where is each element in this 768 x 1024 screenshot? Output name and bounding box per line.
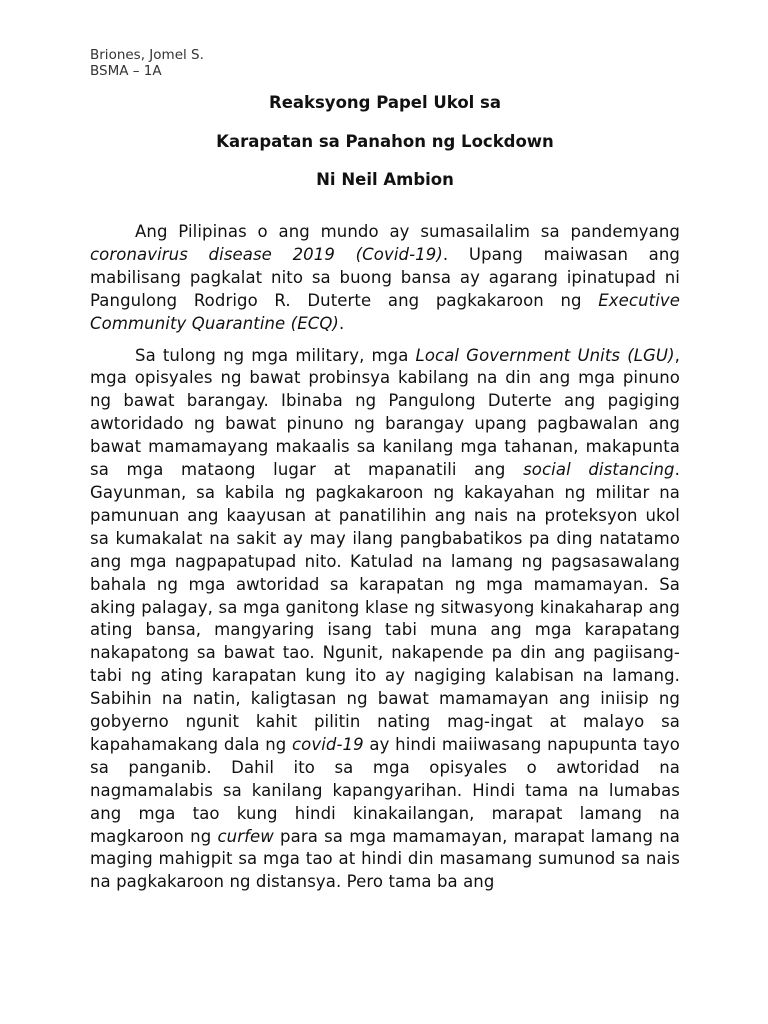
paragraph-1-text: . <box>338 313 345 333</box>
title-line-2: Karapatan sa Panahon ng Lockdown <box>216 131 554 151</box>
author-section: BSMA – 1A <box>90 63 162 79</box>
author-name: Briones, Jomel S. <box>90 47 204 63</box>
paragraph-1-text: Ang Pilipinas o ang mundo ay sumasailalim sa pandemyang <box>135 222 680 241</box>
paragraph-1-italic-term: Executive Community Quarantine (ECQ) <box>90 290 680 333</box>
author-block <box>90 47 680 79</box>
paragraph-2-italic-term: covid-19 <box>292 734 364 754</box>
paragraph-2-text: ay hindi maiiwasang napupunta tayo sa panganib. Dahil ito sa mga opisyales o awtoridad na nagmamalabis sa kanilang kapangyarihan. Hindi tama na lumabas ang mga tao kung hindi kinakailangan, marapat lamang na magkaroon ng <box>90 734 680 846</box>
paragraph-1 <box>90 221 680 336</box>
paragraph-2-text: Sa tulong ng mga military, mga <box>135 345 416 365</box>
paragraph-2-text: , mga opisyales ng bawat probinsya kabilang na din ang mga pinuno ng bawat barangay. Ibinaba ng Pangulong Duterte ang pagiging awtoridado ng bawat pinuno ng barangay upang pagbawalan ang bawat mamamayang makaalis sa kanilang mga tahanan, makapunta sa mga mataong lugar at mapanatili ang <box>90 345 680 480</box>
paragraph-2-text: para sa mga mamamayan, marapat lamang na maging mahigpit sa mga tao at hindi din masamang sumunod sa nais na pagkakaroon ng distansya. Pero tama ba ang <box>90 826 680 892</box>
document-body <box>90 221 680 894</box>
paragraph-1-text: . Upang maiwasan ang mabilisang pagkalat nito sa buong bansa ay agarang ipinatupad ni Pangulong Rodrigo R. Duterte ang pagkakaroon ng <box>90 244 681 310</box>
title-line-1: Reaksyong Papel Ukol sa <box>268 93 502 112</box>
paragraph-2 <box>90 345 680 895</box>
paragraph-2-italic-term: social distancing <box>523 460 675 480</box>
paragraph-2-italic-term: Local Government Units (LGU) <box>415 345 675 365</box>
paragraph-2-italic-term: curfew <box>217 826 274 846</box>
title-block <box>90 93 680 190</box>
paragraph-2-text: . Gayunman, sa kabila ng pagkakaroon ng kakayahan ng militar na pamunuan ang kaayusan at panatilihin ang nais na proteksyon ukol sa kumakalat na sakit ay may ilang pangbabatikos pa ding natatamo ang mga nagpapatupad nito. Katulad na lamang ng pagsasawalang bahala ng mga awtoridad sa karapatan ng mga mamamayan. Sa aking palagay, sa mga ganitong klase ng sitwasyong kinakaharap ang ating bansa, mangyaring isang tabi muna ang mga karapatang nakapatong sa bawat tao. Ngunit, nakapende pa din ang pagiisang-tabi ng ating karapatan kung ito ay nagiging kalabisan na lamang. Sabihin na natin, kaligtasan ng bawat mamamayan ang iniisip ng gobyerno ngunit kahit pilitin nating mag-ingat at malayo sa kapahamakang dala ng <box>90 460 680 754</box>
paragraph-1-italic-term: coronavirus disease 2019 (Covid-19) <box>90 244 443 264</box>
title-byline: Ni Neil Ambion <box>316 170 454 189</box>
